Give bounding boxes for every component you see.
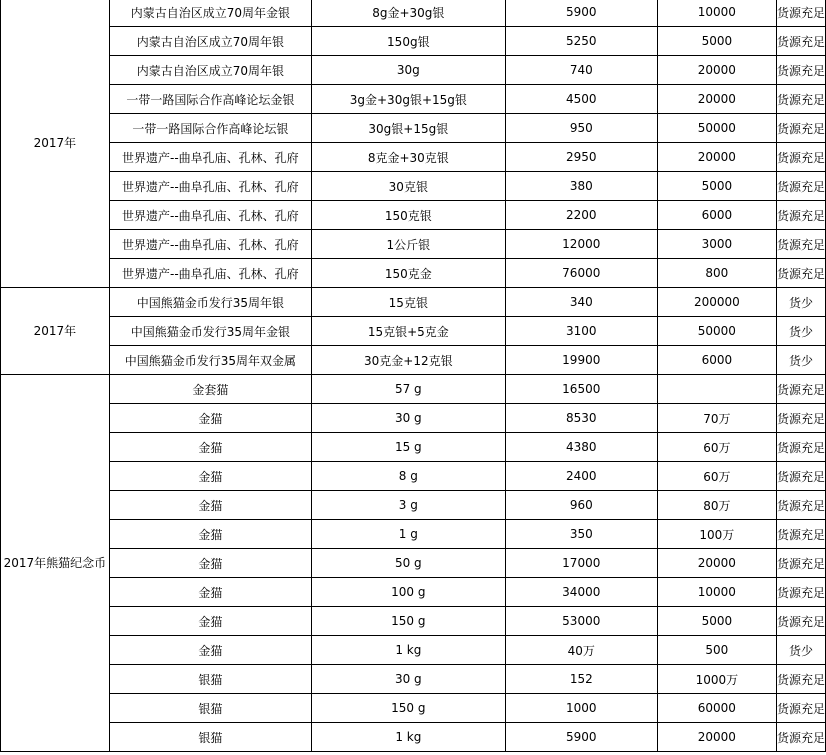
price-cell: 152 [505,665,657,694]
spec-cell: 3g金+30g银+15g银 [311,85,505,114]
price-cell: 5900 [505,723,657,752]
mintage-cell: 20000 [657,723,776,752]
price-cell: 16500 [505,375,657,404]
coin-name-cell: 金猫 [109,404,311,433]
status-cell: 货少 [776,636,825,665]
coin-name-cell: 金猫 [109,433,311,462]
table-row [1,346,826,375]
spec-cell: 8克金+30克银 [311,143,505,172]
mintage-cell [657,375,776,404]
status-cell: 货源充足 [776,114,825,143]
mintage-cell: 20000 [657,56,776,85]
price-cell: 2400 [505,462,657,491]
mintage-cell: 200000 [657,288,776,317]
coin-name-cell: 金套猫 [109,375,311,404]
coin-name-cell: 内蒙古自治区成立70周年金银 [109,0,311,27]
status-cell: 货源充足 [776,462,825,491]
coin-name-cell: 金猫 [109,491,311,520]
spec-cell: 150克金 [311,259,505,288]
status-cell: 货源充足 [776,0,825,27]
status-cell: 货源充足 [776,259,825,288]
mintage-cell: 1000万 [657,665,776,694]
price-cell: 380 [505,172,657,201]
coin-name-cell: 世界遗产--曲阜孔庙、孔林、孔府 [109,230,311,259]
table-row [1,172,826,201]
mintage-cell: 20000 [657,143,776,172]
price-cell: 19900 [505,346,657,375]
mintage-cell: 5000 [657,607,776,636]
table-row [1,607,826,636]
mintage-cell: 5000 [657,172,776,201]
coin-name-cell: 内蒙古自治区成立70周年银 [109,56,311,85]
status-cell: 货源充足 [776,723,825,752]
status-cell: 货源充足 [776,143,825,172]
table-row [1,56,826,85]
price-cell: 2950 [505,143,657,172]
coin-name-cell: 内蒙古自治区成立70周年银 [109,27,311,56]
coin-name-cell: 世界遗产--曲阜孔庙、孔林、孔府 [109,201,311,230]
table-row [1,0,826,27]
mintage-cell: 60万 [657,462,776,491]
table-row [1,288,826,317]
table-row [1,375,826,404]
price-cell: 950 [505,114,657,143]
mintage-cell: 20000 [657,85,776,114]
price-cell: 960 [505,491,657,520]
status-cell: 货源充足 [776,578,825,607]
coin-name-cell: 金猫 [109,549,311,578]
spec-cell: 15 g [311,433,505,462]
status-cell: 货源充足 [776,665,825,694]
coin-name-cell: 金猫 [109,607,311,636]
spec-cell: 30g [311,56,505,85]
coin-name-cell: 银猫 [109,665,311,694]
year-group-cell: 2017年熊猫纪念币 [1,375,110,752]
mintage-cell: 80万 [657,491,776,520]
table-row [1,636,826,665]
status-cell: 货源充足 [776,491,825,520]
price-cell: 17000 [505,549,657,578]
coin-name-cell: 一带一路国际合作高峰论坛金银 [109,85,311,114]
spec-cell: 1 kg [311,636,505,665]
table-row [1,404,826,433]
status-cell: 货源充足 [776,230,825,259]
mintage-cell: 50000 [657,317,776,346]
spec-cell: 30克银 [311,172,505,201]
spec-cell: 30克金+12克银 [311,346,505,375]
spec-cell: 57 g [311,375,505,404]
table-row [1,85,826,114]
status-cell: 货源充足 [776,520,825,549]
mintage-cell: 6000 [657,346,776,375]
coin-name-cell: 金猫 [109,578,311,607]
price-cell: 1000 [505,694,657,723]
spec-cell: 1公斤银 [311,230,505,259]
price-cell: 34000 [505,578,657,607]
table-row [1,462,826,491]
price-cell: 5900 [505,0,657,27]
price-cell: 12000 [505,230,657,259]
status-cell: 货源充足 [776,607,825,636]
mintage-cell: 10000 [657,578,776,607]
table-row [1,230,826,259]
status-cell: 货源充足 [776,172,825,201]
coin-name-cell: 一带一路国际合作高峰论坛银 [109,114,311,143]
coin-name-cell: 金猫 [109,462,311,491]
spec-cell: 15克银 [311,288,505,317]
status-cell: 货源充足 [776,375,825,404]
status-cell: 货源充足 [776,85,825,114]
coin-name-cell: 中国熊猫金币发行35周年双金属 [109,346,311,375]
spec-cell: 30g银+15g银 [311,114,505,143]
coin-name-cell: 中国熊猫金币发行35周年银 [109,288,311,317]
coin-name-cell: 世界遗产--曲阜孔庙、孔林、孔府 [109,259,311,288]
mintage-cell: 10000 [657,0,776,27]
spec-cell: 1 kg [311,723,505,752]
table-body [1,0,826,752]
spec-cell: 15克银+5克金 [311,317,505,346]
mintage-cell: 6000 [657,201,776,230]
price-cell: 40万 [505,636,657,665]
table-row [1,491,826,520]
table-row [1,143,826,172]
table-row [1,723,826,752]
mintage-cell: 5000 [657,27,776,56]
mintage-cell: 70万 [657,404,776,433]
table-row [1,549,826,578]
spec-cell: 150 g [311,694,505,723]
coin-name-cell: 银猫 [109,723,311,752]
coin-name-cell: 中国熊猫金币发行35周年金银 [109,317,311,346]
mintage-cell: 500 [657,636,776,665]
table-row [1,201,826,230]
table-row [1,578,826,607]
coin-name-cell: 金猫 [109,636,311,665]
status-cell: 货少 [776,288,825,317]
spec-cell: 3 g [311,491,505,520]
table-row [1,433,826,462]
coin-name-cell: 世界遗产--曲阜孔庙、孔林、孔府 [109,172,311,201]
status-cell: 货源充足 [776,56,825,85]
price-cell: 53000 [505,607,657,636]
spec-cell: 30 g [311,665,505,694]
table-row [1,27,826,56]
table-row [1,114,826,143]
coin-name-cell: 金猫 [109,520,311,549]
spec-cell: 1 g [311,520,505,549]
year-group-cell: 2017年 [1,0,110,288]
price-cell: 4380 [505,433,657,462]
price-cell: 76000 [505,259,657,288]
table-row [1,317,826,346]
spec-cell: 8 g [311,462,505,491]
mintage-cell: 60000 [657,694,776,723]
coin-name-cell: 世界遗产--曲阜孔庙、孔林、孔府 [109,143,311,172]
price-cell: 350 [505,520,657,549]
mintage-cell: 100万 [657,520,776,549]
price-cell: 2200 [505,201,657,230]
mintage-cell: 60万 [657,433,776,462]
status-cell: 货源充足 [776,549,825,578]
spec-cell: 100 g [311,578,505,607]
price-cell: 740 [505,56,657,85]
price-cell: 8530 [505,404,657,433]
spec-cell: 30 g [311,404,505,433]
mintage-cell: 20000 [657,549,776,578]
price-cell: 340 [505,288,657,317]
spec-cell: 150g银 [311,27,505,56]
status-cell: 货源充足 [776,201,825,230]
mintage-cell: 800 [657,259,776,288]
spec-cell: 50 g [311,549,505,578]
spec-cell: 8g金+30g银 [311,0,505,27]
table-row [1,665,826,694]
spec-cell: 150克银 [311,201,505,230]
status-cell: 货源充足 [776,27,825,56]
status-cell: 货源充足 [776,433,825,462]
table-row [1,520,826,549]
price-cell: 5250 [505,27,657,56]
coin-name-cell: 银猫 [109,694,311,723]
price-cell: 3100 [505,317,657,346]
status-cell: 货少 [776,346,825,375]
mintage-cell: 3000 [657,230,776,259]
year-group-cell: 2017年 [1,288,110,375]
table-row [1,259,826,288]
spec-cell: 150 g [311,607,505,636]
price-cell: 4500 [505,85,657,114]
status-cell: 货源充足 [776,694,825,723]
status-cell: 货源充足 [776,404,825,433]
mintage-cell: 50000 [657,114,776,143]
table-row [1,694,826,723]
status-cell: 货少 [776,317,825,346]
